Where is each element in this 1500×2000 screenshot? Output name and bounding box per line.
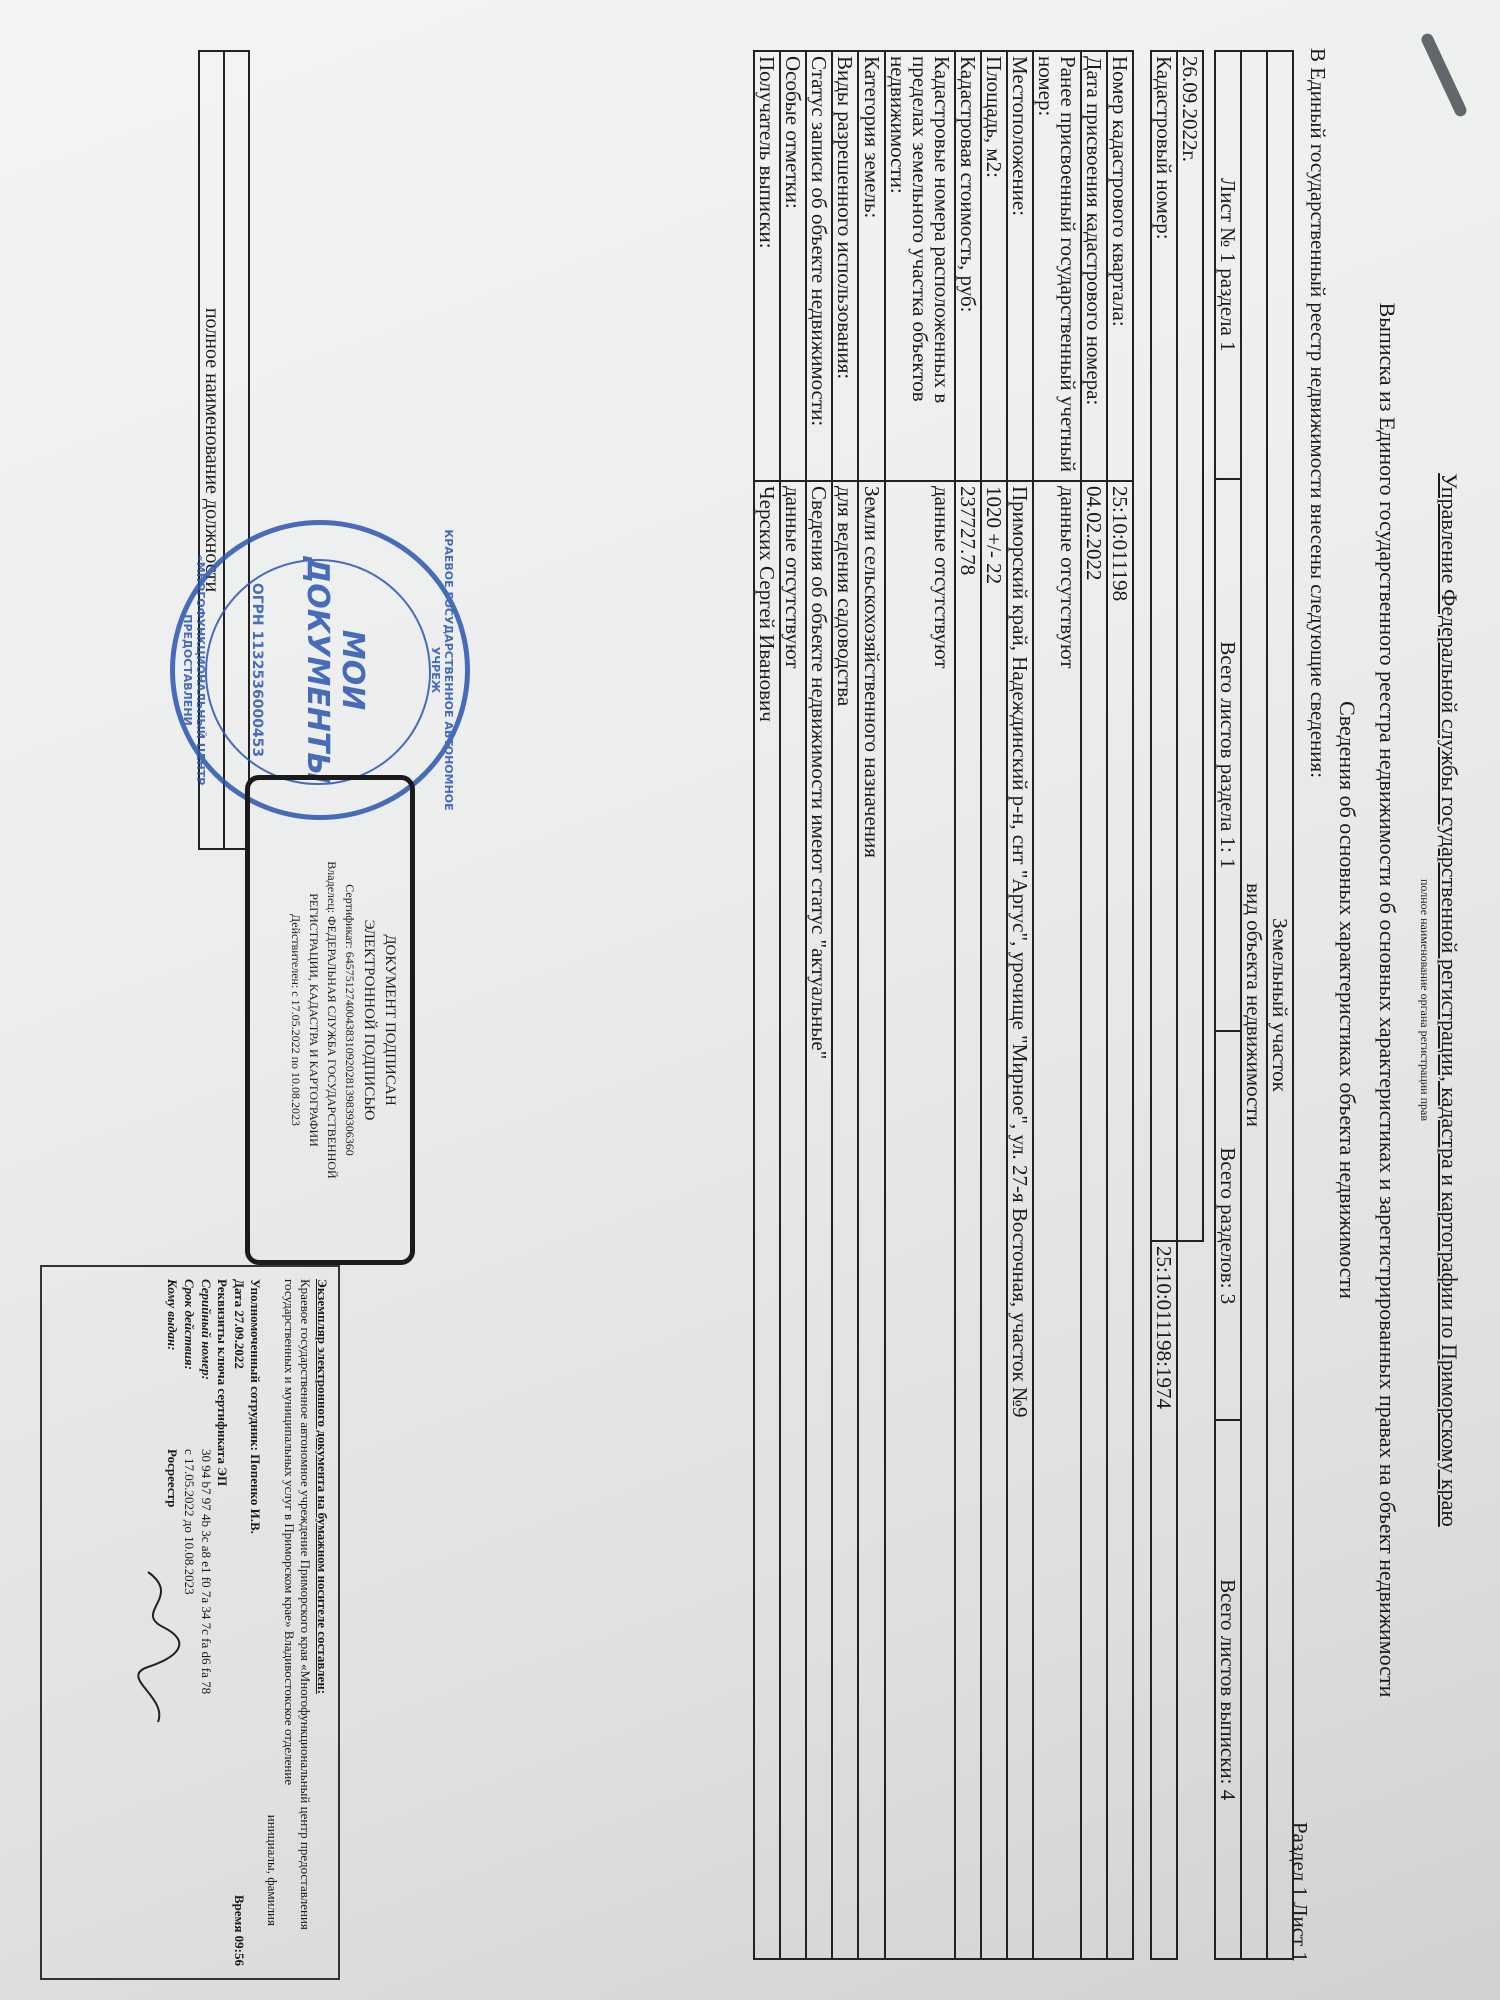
row-value: Земли сельскохозяйственного назначения	[858, 481, 884, 1959]
row-value: Сведения об объекте недвижимости имеют статус "актуальные"	[806, 481, 832, 1959]
copy-date: Дата 27.09.2022	[231, 1279, 247, 1369]
electronic-signature-box	[245, 775, 415, 1265]
characteristic-row	[754, 51, 780, 1959]
row-value: данные отсутствуют	[885, 481, 955, 1959]
characteristic-row	[780, 51, 806, 1959]
row-value: данные отсутствуют	[780, 481, 806, 1959]
intro-text: В Единый государственный реестр недвижимости внесены следующие сведения:	[1306, 48, 1330, 779]
row-label: Категория земель:	[858, 51, 884, 481]
object-type: Земельный участок	[1267, 51, 1293, 1959]
extract-date: 26.09.2022г.	[1177, 51, 1203, 1241]
row-value: 237727.78	[955, 481, 981, 1959]
issued-label: Кому выдан:	[165, 1279, 181, 1351]
doc-subtitle: Сведения об основных характеристиках объекта недвижимости	[1335, 701, 1360, 1299]
issued-value: Росреестр	[165, 1449, 181, 1508]
section-label: Раздел 1 Лист 1	[1288, 1821, 1312, 1962]
serial-label: Серийный номер:	[198, 1279, 214, 1380]
row-value: 04.02.2022	[1081, 481, 1107, 1959]
characteristic-row	[1081, 51, 1107, 1959]
characteristic-row	[858, 51, 884, 1959]
doc-title: Выписка из Единого государственного реестра недвижимости об основных характеристиках и зарегистрированных правах на объект недвижимости	[1375, 302, 1400, 1698]
row-value: Черских Сергей Иванович	[754, 481, 780, 1959]
validity-label: Срок действия:	[182, 1279, 197, 1370]
stamp-ring-bottom: «МНОГОФУНКЦИОНАЛЬНЫЙ ЦЕНТР ПРЕДОСТАВЛЕНИ	[181, 554, 207, 786]
handwritten-signature	[128, 1567, 188, 1727]
cadastral-number: 25:10:011198:1974	[1151, 1241, 1177, 1959]
sheet-number: Лист № 1 раздела 1	[1215, 51, 1241, 479]
position-caption: полное наименование должности	[199, 51, 224, 849]
stamp-number: ОГРН 1132536000453	[249, 582, 265, 758]
row-value: данные отсутствуют	[1033, 481, 1081, 1959]
row-label: Номер кадастрового квартала:	[1107, 51, 1133, 481]
object-type-caption: вид объекта недвижимости	[1241, 51, 1267, 1959]
paper-copy-box	[40, 1265, 340, 1980]
characteristic-row	[1033, 51, 1081, 1959]
cadastral-number-label: Кадастровый номер:	[1151, 51, 1177, 1241]
stamp-center: МОИ ДОКУМЕНТЫ	[300, 556, 370, 784]
characteristics-rows	[754, 51, 1133, 1959]
characteristic-row	[832, 51, 858, 1959]
ep-certificate: Сертификат: 6457512740043831092028139839306360	[343, 884, 357, 1156]
characteristic-row	[1107, 51, 1133, 1959]
characteristic-row	[955, 51, 981, 1959]
row-value: для ведения садоводства	[832, 481, 858, 1959]
meta-spacer	[1177, 1241, 1203, 1959]
ep-owner: Владелец: ФЕДЕРАЛЬНАЯ СЛУЖБА ГОСУДАРСТВЕННОЙ	[325, 861, 339, 1179]
ep-owner2: РЕГИСТРАЦИИ, КАДАСТРА И КАРТОГРАФИИ	[307, 893, 321, 1147]
sheets-in-section: Всего листов раздела 1: 1	[1215, 479, 1241, 1032]
row-value: 25:10:011198	[1107, 481, 1133, 1959]
copy-employee: Уполномоченный сотрудник: Попенко И.В.	[248, 1279, 264, 1534]
initials-caption: инициалы, фамилия	[265, 1814, 281, 1926]
row-label: Виды разрешенного использования:	[832, 51, 858, 481]
total-sections: Всего разделов: 3	[1215, 1031, 1241, 1420]
characteristic-row	[981, 51, 1007, 1959]
row-label: Дата присвоения кадастрового номера:	[1081, 51, 1107, 481]
characteristic-row	[806, 51, 832, 1959]
ep-line1: ДОКУМЕНТ ПОДПИСАН	[382, 934, 398, 1106]
characteristic-row	[885, 51, 955, 1959]
total-sheets: Всего листов выписки: 4	[1215, 1420, 1241, 1959]
object-header-table	[1214, 50, 1294, 1960]
row-label: Кадастровая стоимость, руб:	[955, 51, 981, 481]
key-title: Реквизиты ключа сертификата ЭП	[215, 1279, 231, 1487]
characteristics-table	[753, 50, 1134, 1960]
row-label: Статус записи об объекте недвижимости:	[806, 51, 832, 481]
characteristic-row	[1007, 51, 1033, 1959]
row-value: 1020 +/- 22	[981, 481, 1007, 1959]
meta-table	[1150, 50, 1204, 1960]
document-sheet	[30, 20, 1470, 1980]
validity-value: с 17.05.2022 до 10.08.2023	[182, 1449, 197, 1595]
row-label: Ранее присвоенный государственный учетный номер:	[1033, 51, 1081, 481]
row-label: Местоположение:	[1007, 51, 1033, 481]
ep-line2: ЭЛЕКТРОННОЙ ПОДПИСЬЮ	[361, 919, 377, 1121]
row-label: Площадь, м2:	[981, 51, 1007, 481]
stamp-ring-top: КРАЕВОЕ ГОСУДАРСТВЕННОЕ АВТОНОМНОЕ УЧРЕЖ	[429, 529, 455, 811]
org-title: Управление Федеральной службы государственной регистрации, кадастра и картографии по Приморскому краю	[1437, 473, 1462, 1527]
row-label: Особые отметки:	[780, 51, 806, 481]
serial-value: 30 94 b7 97 4b 3c a8 e1 f0 7a 34 7c fa d6 fa 78	[198, 1449, 214, 1695]
row-label: Кадастровые номера расположенных в пределах земельного участка объектов недвижимости:	[885, 51, 955, 481]
copy-title: Экземпляр электронного документа на бумажном носителе составлен:	[315, 1279, 330, 1695]
ep-valid: Действителен: с 17.05.2022 по 10.08.2023	[289, 913, 303, 1127]
copy-time: Время 09:56	[231, 1894, 247, 1966]
copy-institution: Краевое государственное автономное учреждение Приморского края «Многофункциональный центр предоставления государственных и муниципальных услуг в Приморском крае» Владивостокское отделение	[281, 1279, 314, 1930]
row-label: Получатель выписки:	[754, 51, 780, 481]
org-caption: полное наименование органа регистрации прав	[1418, 878, 1432, 1122]
row-value: Приморский край, Надеждинский р-н, снт "Аргус", урочище "Мирное", ул. 27-я Восточная, участок №9	[1007, 481, 1033, 1959]
